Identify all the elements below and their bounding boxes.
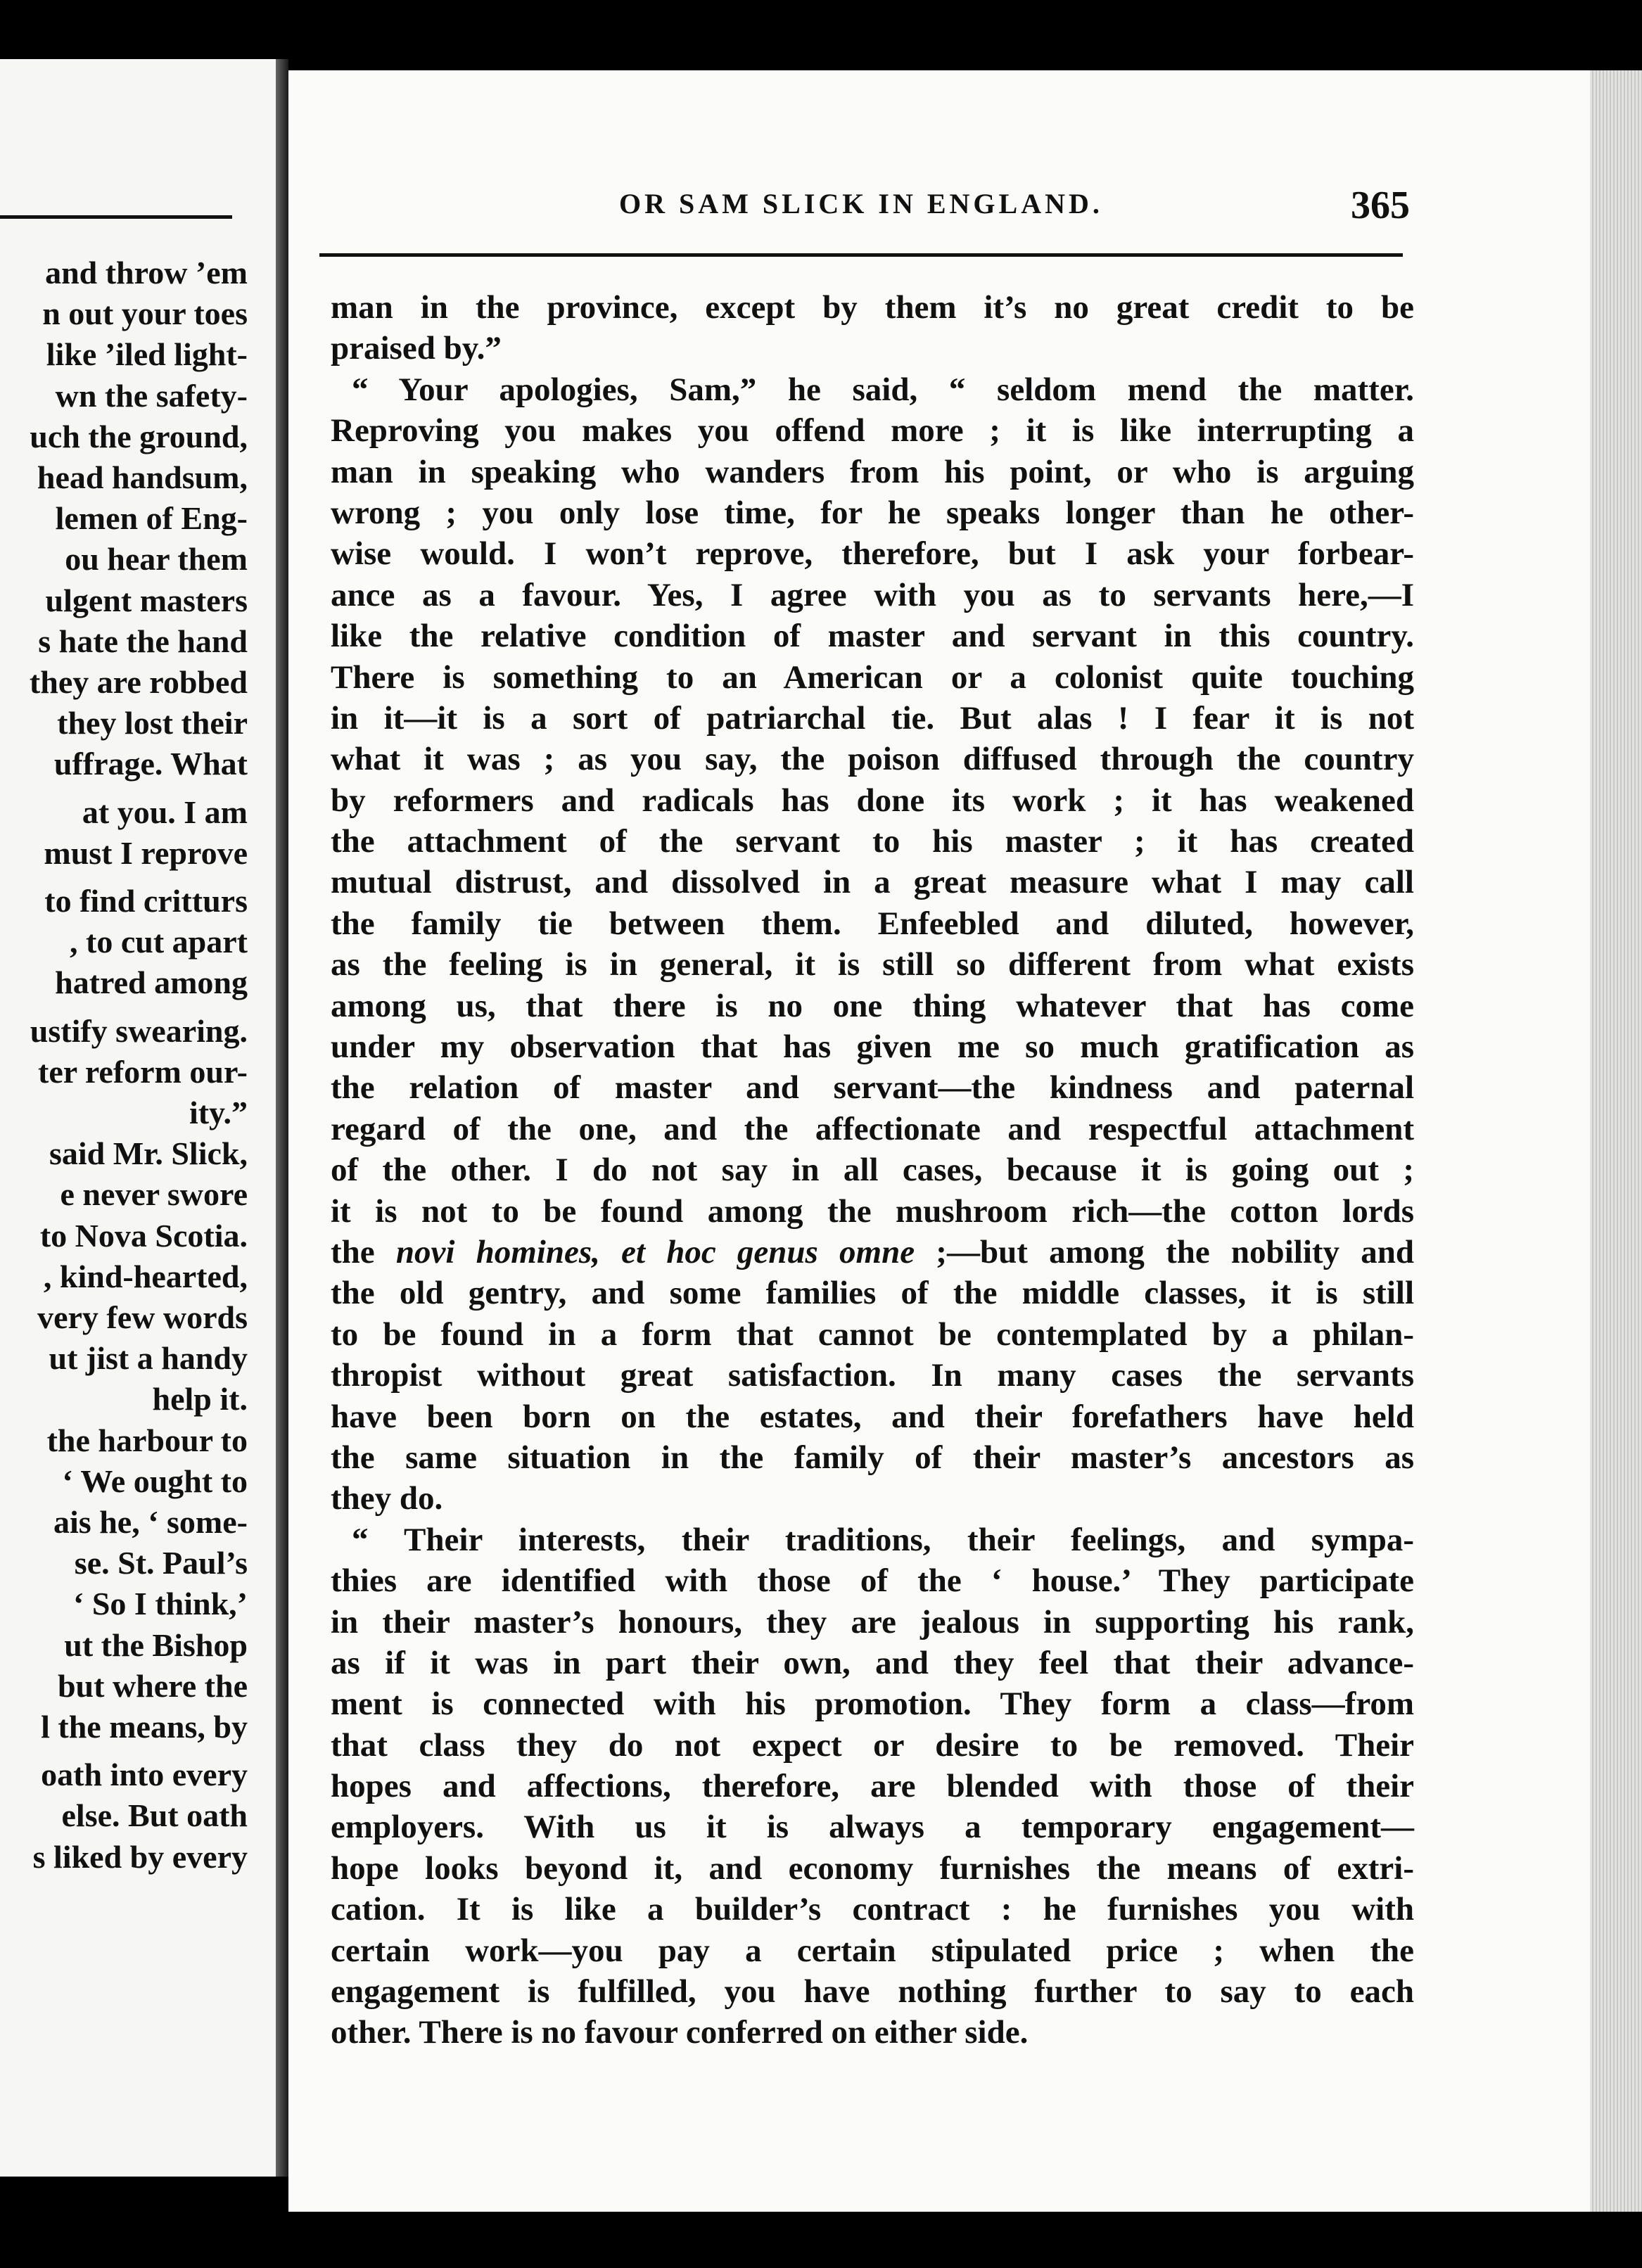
- text-line: certain work—you pay a certain stipulated price ; when the: [331, 1932, 1414, 1969]
- left-page-line: uch the ground,: [30, 418, 248, 454]
- left-page-line: wn the safety-: [55, 377, 248, 414]
- left-page-line: head handsum,: [37, 459, 248, 495]
- left-page-line: else. But oath: [61, 1797, 248, 1834]
- text-line: man in speaking who wanders from his point, or who is arguing: [331, 453, 1414, 490]
- text-line: in their master’s honours, they are jealous in supporting his rank,: [331, 1603, 1414, 1641]
- left-page-line: n out your toes: [42, 295, 248, 332]
- text-line: in it—it is a sort of patriarchal tie. But alas ! I fear it is not: [331, 699, 1414, 737]
- text-line: have been born on the estates, and their forefathers have held: [331, 1398, 1414, 1435]
- left-page-line: they lost their: [57, 705, 248, 741]
- left-page-line: at you. I am: [82, 794, 248, 830]
- left-page-line: l the means, by: [41, 1709, 248, 1745]
- left-page-line: and throw ’em: [45, 255, 248, 291]
- text-line: There is something to an American or a colonist quite touching: [331, 658, 1414, 696]
- text-line: regard of the one, and the affectionate and respectful attachment: [331, 1110, 1414, 1147]
- text-line: man in the province, except by them it’s no great credit to be: [331, 289, 1414, 326]
- text-line: praised by.”: [331, 330, 502, 367]
- running-head: OR SAM SLICK IN ENGLAND.: [619, 188, 1103, 219]
- left-page-line: ulgent masters: [45, 582, 248, 618]
- left-page-line: s hate the hand: [38, 623, 248, 659]
- body-text: [331, 287, 1414, 2053]
- text-line: of the other. I do not say in all cases, because it is going out ;: [331, 1152, 1414, 1189]
- text-line: wise would. I won’t reprove, therefore, but I ask your forbear-: [331, 535, 1414, 573]
- left-page-line: hatred among: [55, 964, 248, 1001]
- left-page-line: to find critturs: [44, 883, 248, 919]
- text-line: the relation of master and servant—the kindness and paternal: [331, 1069, 1414, 1107]
- text-line: to be found in a form that cannot be contemplated by a philan-: [331, 1315, 1414, 1353]
- left-page: [0, 59, 276, 2177]
- left-page-line: but where the: [57, 1667, 248, 1704]
- header-rule: [319, 253, 1403, 257]
- left-page-line: they are robbed: [29, 664, 248, 700]
- text-line: it is not to be found among the mushroom rich—the cotton lords: [331, 1192, 1414, 1230]
- text-line: among us, that there is no one thing whatever that has come: [331, 987, 1414, 1024]
- left-page-line: , to cut apart: [70, 924, 248, 960]
- left-page-line: lemen of Eng-: [55, 500, 248, 537]
- left-page-line: ‘ We ought to: [62, 1463, 248, 1499]
- left-page-line: like ’iled light-: [46, 336, 248, 373]
- text-line: thropist without great satisfaction. In many cases the servants: [331, 1357, 1414, 1394]
- page-edges: [1590, 70, 1642, 2212]
- text-line: “ Your apologies, Sam,” he said, “ seldom mend the matter.: [352, 371, 1414, 408]
- text-line: ment is connected with his promotion. They form a class—from: [331, 1686, 1414, 1723]
- text-line: other. There is no favour conferred on either side.: [331, 2014, 1029, 2051]
- left-page-line: uffrage. What: [53, 746, 248, 782]
- text-line: mutual distrust, and dissolved in a great measure what I may call: [331, 864, 1414, 901]
- left-page-line: very few words: [37, 1299, 248, 1335]
- left-page-line: ou hear them: [65, 541, 248, 578]
- text-line: “ Their interests, their traditions, their feelings, and sympa-: [352, 1521, 1414, 1558]
- right-page: [288, 70, 1642, 2212]
- text-line: under my observation that has given me so much gratification as: [331, 1028, 1414, 1066]
- text-line: Reproving you makes you offend more ; it is like interrupting a: [331, 412, 1414, 450]
- text-line: the same situation in the family of their master’s ancestors as: [331, 1439, 1414, 1476]
- text-line: wrong ; you only lose time, for he speaks longer than he other-: [331, 494, 1414, 531]
- text-line: hopes and affections, therefore, are blended with those of their: [331, 1768, 1414, 1805]
- text-line: as if it was in part their own, and they feel that their advance-: [331, 1644, 1414, 1681]
- text-line: the old gentry, and some families of the middle classes, it is still: [331, 1275, 1414, 1312]
- left-page-line: the harbour to: [46, 1422, 248, 1458]
- text-line: the family tie between them. Enfeebled and diluted, however,: [331, 905, 1414, 942]
- text-line: ance as a favour. Yes, I agree with you as to servants here,—I: [331, 576, 1414, 613]
- left-page-line: e never swore: [60, 1176, 248, 1213]
- left-page-line: , kind-hearted,: [43, 1258, 248, 1294]
- left-page-line: se. St. Paul’s: [74, 1545, 248, 1581]
- text-line: what it was ; as you say, the poison diffused through the country: [331, 741, 1414, 778]
- text-line: employers. With us it is always a temporary engagement—: [331, 1809, 1414, 1846]
- left-page-line: ais he, ‘ some-: [53, 1504, 248, 1540]
- left-page-line: ut jist a handy: [49, 1340, 248, 1377]
- text-line: hope looks beyond it, and economy furnishes the means of extri-: [331, 1849, 1414, 1887]
- text-line: as the feeling is in general, it is still so different from what exists: [331, 946, 1414, 983]
- text-line: engagement is fulfilled, you have nothing further to say to each: [331, 1973, 1414, 2011]
- left-page-rule: [0, 215, 232, 219]
- left-page-line: must I reprove: [44, 834, 248, 871]
- text-line: the novi homines, et hoc genus omne ;—but among the nobility and: [331, 1233, 1415, 1270]
- left-page-line: oath into every: [41, 1757, 248, 1793]
- latin-phrase: novi homines, et hoc genus omne: [395, 1233, 915, 1270]
- text-line: cation. It is like a builder’s contract : he furnishes you with: [331, 1891, 1414, 1928]
- left-page-line: s liked by every: [32, 1838, 248, 1875]
- text-line: thies are identified with those of the ‘ house.’ They participate: [331, 1562, 1414, 1600]
- left-page-line: ‘ So I think,’: [73, 1586, 248, 1622]
- text-line: the attachment of the servant to his master ; it has created: [331, 823, 1414, 860]
- page-number: 365: [1351, 184, 1410, 227]
- text-line: they do.: [331, 1480, 443, 1517]
- text-line: like the relative condition of master and servant in this country.: [331, 618, 1414, 655]
- left-page-line: to Nova Scotia.: [39, 1217, 248, 1254]
- book-gutter: [276, 59, 288, 2177]
- text-line: that class they do not expect or desire to be removed. Their: [331, 1726, 1414, 1764]
- left-page-line: ut the Bishop: [64, 1626, 248, 1663]
- text-line: by reformers and radicals has done its work ; it has weakened: [331, 782, 1414, 819]
- left-page-line: ity.”: [189, 1095, 248, 1130]
- left-page-line: said Mr. Slick,: [49, 1135, 248, 1172]
- left-page-line: ustify swearing.: [30, 1012, 248, 1049]
- left-page-line: ter reform our-: [38, 1053, 248, 1090]
- left-page-line: help it.: [152, 1381, 248, 1418]
